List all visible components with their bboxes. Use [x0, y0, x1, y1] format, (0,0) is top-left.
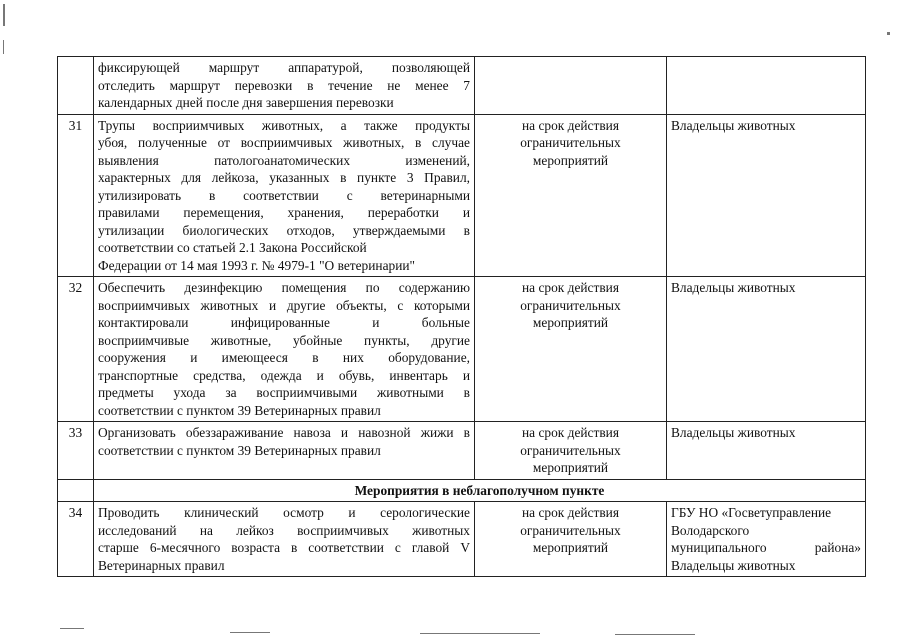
text-line: календарных дней после дня завершения перевозки: [98, 95, 394, 110]
text-line: Организовать обеззараживание навоза и навозной жижи в: [98, 425, 470, 440]
text-line: исследований на лейкоз восприимчивых животных: [98, 522, 470, 538]
text-line: Федерации от 14 мая 1993 г. № 4979-1 "О ветеринарии": [98, 257, 416, 273]
measure-text: [94, 502, 475, 577]
text-line: сооружения и имеющееся в них оборудование,: [98, 350, 470, 365]
measure-term: [475, 502, 667, 577]
responsible-line: Володарского: [671, 522, 750, 538]
measure-text: [94, 277, 475, 422]
table-row: [58, 277, 866, 422]
text-line: старше 6-месячного возраста в соответствии с главой V: [98, 540, 470, 555]
responsible-line: Владельцы животных: [671, 557, 796, 573]
measure-responsible: [667, 502, 866, 577]
scan-mark: [420, 633, 540, 634]
term-line: на срок действия: [521, 425, 619, 440]
text-line: Проводить клинический осмотр и серологические: [98, 505, 470, 520]
measure-responsible: [667, 57, 866, 115]
scan-mark: [230, 632, 270, 633]
text-line: предметы ухода за восприимчивыми животными в: [98, 385, 470, 400]
section-row: [58, 479, 866, 502]
text-line: соответствии с пунктом 39 Ветеринарных правил: [98, 402, 381, 418]
responsible-line: Владельцы животных: [671, 280, 796, 295]
row-number: 34: [58, 502, 94, 577]
measure-responsible: [667, 422, 866, 480]
text-line: соответствии с пунктом 39 Ветеринарных правил: [98, 442, 381, 458]
text-line: соответствии со статьей 2.1 Закона Российской: [98, 240, 367, 255]
measure-term: [475, 57, 667, 115]
term-line: на срок действия: [521, 280, 619, 295]
section-number-cell: [58, 479, 94, 502]
text-line: фиксирующей маршрут аппаратурой, позволяющей: [98, 60, 470, 75]
text-line: выявления патологоанатомических изменений,: [98, 152, 470, 168]
scan-mark: [887, 32, 890, 35]
scan-mark: [3, 40, 4, 54]
term-line: мероприятий: [532, 315, 609, 330]
row-number: 32: [58, 277, 94, 422]
measure-term: [475, 277, 667, 422]
section-title: Мероприятия в неблагополучном пункте: [94, 479, 866, 502]
text-line: правилами перемещения, хранения, переработки и: [98, 205, 470, 220]
text-line: утилизировать в соответствии с ветеринарными: [98, 187, 470, 203]
text-line: Трупы восприимчивых животных, а также продукты: [98, 117, 470, 133]
term-line: на срок действия: [521, 505, 619, 520]
row-number: 33: [58, 422, 94, 480]
text-line: транспортные средства, одежда и обувь, инвентарь и: [98, 367, 470, 383]
measure-text: [94, 422, 475, 480]
term-line: на срок действия: [521, 117, 619, 133]
table-row: [58, 422, 866, 480]
measures-table: [57, 56, 866, 577]
term-line: ограничительных: [520, 135, 621, 150]
text-line: утилизации биологических отходов, утверждаемыми в: [98, 222, 470, 238]
measure-responsible: [667, 277, 866, 422]
measure-term: [475, 422, 667, 480]
table-row: [58, 502, 866, 577]
text-line: Обеспечить дезинфекцию помещения по содержанию: [98, 280, 470, 295]
measure-term: [475, 114, 667, 277]
text-line: Ветеринарных правил: [98, 557, 225, 573]
responsible-line: ГБУ НО «Госветуправление: [671, 505, 832, 520]
responsible-line: муниципального района»: [671, 540, 861, 555]
term-line: ограничительных: [520, 297, 621, 313]
responsible-line: Владельцы животных: [671, 117, 796, 133]
scan-mark: [60, 628, 84, 629]
text-line: контактировали инфицированные и больные: [98, 315, 470, 330]
row-number: 31: [58, 114, 94, 277]
measure-responsible: [667, 114, 866, 277]
measure-text: [94, 114, 475, 277]
table-row: [58, 114, 866, 277]
text-line: убоя, полученные от восприимчивых животных, в случае: [98, 135, 470, 150]
text-line: восприимчивые животные, убойные пункты, другие: [98, 332, 470, 348]
term-line: мероприятий: [532, 540, 609, 555]
term-line: ограничительных: [520, 522, 621, 538]
term-line: мероприятий: [532, 152, 609, 168]
responsible-line: Владельцы животных: [671, 425, 796, 440]
scan-mark: [3, 4, 5, 26]
table-row: [58, 57, 866, 115]
term-line: ограничительных: [520, 442, 621, 458]
text-line: восприимчивых животных и другие объекты, с которыми: [98, 297, 470, 313]
text-line: отследить маршрут перевозки в течение не менее 7: [98, 77, 470, 93]
scan-mark: [615, 634, 695, 635]
term-line: мероприятий: [532, 460, 609, 475]
row-number: [58, 57, 94, 115]
measure-text: [94, 57, 475, 115]
text-line: характерных для лейкоза, указанных в пункте 3 Правил,: [98, 170, 470, 185]
